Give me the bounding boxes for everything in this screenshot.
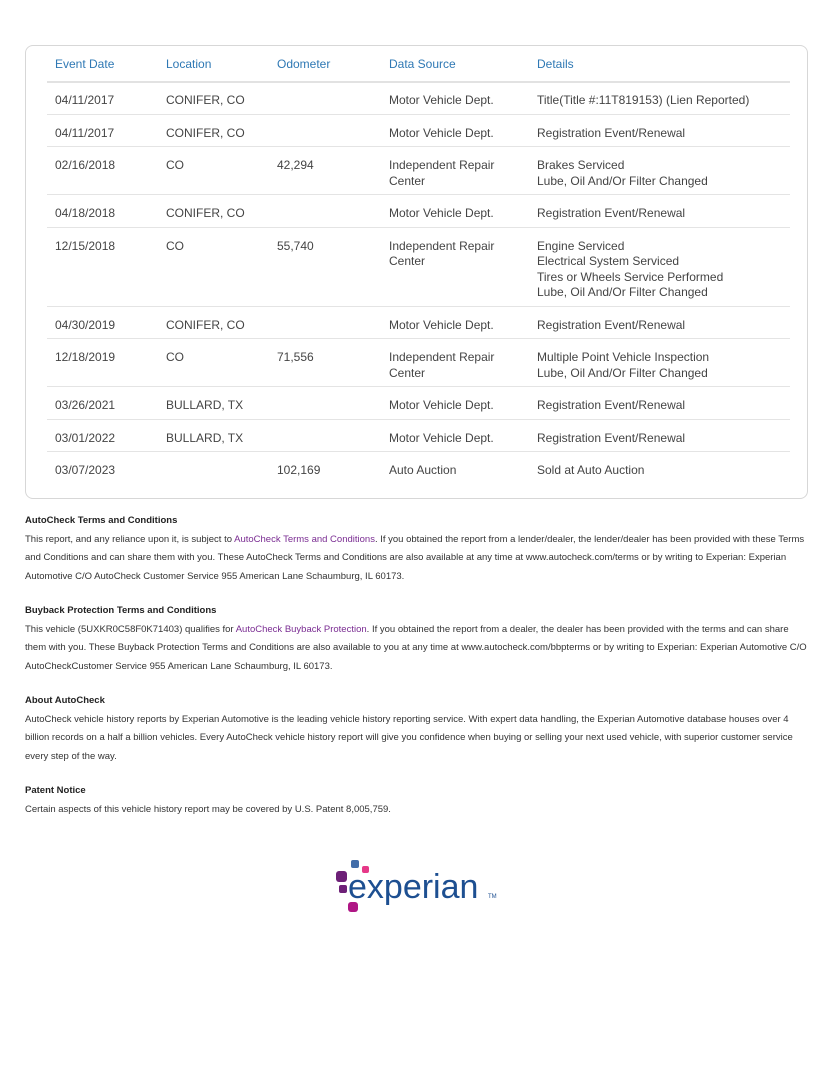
event-date-cell: 02/16/2018 xyxy=(55,158,116,172)
data-source-cell: Independent Repair Center xyxy=(389,238,495,268)
logo-trademark: TM xyxy=(488,894,497,900)
table-header xyxy=(47,46,790,83)
detail-line: Registration Event/Renewal xyxy=(537,430,686,445)
detail-line: Engine Serviced xyxy=(537,238,625,253)
data-source-cell: Motor Vehicle Dept. xyxy=(389,398,494,412)
detail-line: Registration Event/Renewal xyxy=(537,398,686,412)
odometer-cell: 42,294 xyxy=(277,158,314,172)
data-source-cell: Auto Auction xyxy=(389,463,457,477)
location-cell: CO xyxy=(166,158,184,172)
buyback-section xyxy=(25,602,810,676)
detail-line: Title(Title #:11T819153) (Lien Reported) xyxy=(537,93,750,107)
location-cell: CO xyxy=(166,350,184,364)
terms-link[interactable]: AutoCheck Terms and Conditions xyxy=(234,533,375,545)
header-data-source: Data Source xyxy=(389,57,456,71)
event-date-cell: 04/18/2018 xyxy=(55,206,116,220)
table-row xyxy=(47,339,790,387)
terms-section xyxy=(25,512,810,586)
header-odometer: Odometer xyxy=(277,57,331,71)
table-row xyxy=(47,228,790,307)
event-date-cell: 03/26/2021 xyxy=(55,398,116,412)
table-row xyxy=(47,82,790,115)
data-source-cell: Motor Vehicle Dept. xyxy=(389,125,494,140)
detail-line: Registration Event/Renewal xyxy=(537,317,686,332)
detail-line: Lube, Oil And/Or Filter Changed xyxy=(537,173,708,188)
logo-square-purple xyxy=(336,871,347,882)
location-cell: CONIFER, CO xyxy=(166,206,245,220)
details-cell xyxy=(537,206,792,222)
location-cell: CONIFER, CO xyxy=(166,317,245,332)
details-cell xyxy=(537,463,792,479)
terms-text-post: . If you obtained the report from a lender/dealer, the lender/dealer has been provided with these Terms and Conditions and can share them with you. These AutoCheck Terms and Conditions are also available at any time at www.autocheck.com/terms or by writing to Experian: Experian Automotive C/O AutoCheck Customer Service 955 American Lane Schaumburg, IL 60173. xyxy=(25,533,805,582)
data-source-cell: Independent Repair Center xyxy=(389,350,495,380)
event-date-cell: 04/11/2017 xyxy=(55,93,115,107)
detail-line: Tires or Wheels Service Performed xyxy=(537,269,724,284)
table-row xyxy=(47,387,790,420)
logo-square-blue xyxy=(351,860,359,868)
location-cell: CONIFER, CO xyxy=(166,93,245,107)
odometer-cell: 102,169 xyxy=(277,463,321,477)
table-row xyxy=(47,147,790,195)
about-section xyxy=(25,692,810,766)
event-date-cell: 03/01/2022 xyxy=(55,430,116,445)
event-date-cell: 12/18/2019 xyxy=(55,350,116,364)
location-cell: CONIFER, CO xyxy=(166,125,245,140)
about-title: About AutoCheck xyxy=(25,695,105,706)
header-event-date: Event Date xyxy=(55,57,115,71)
header-location: Location xyxy=(166,57,212,71)
data-source-cell: Motor Vehicle Dept. xyxy=(389,317,494,332)
details-cell xyxy=(537,239,792,301)
detail-line: Sold at Auto Auction xyxy=(537,463,645,477)
detail-line: Lube, Oil And/Or Filter Changed xyxy=(537,285,708,299)
odometer-cell: 71,556 xyxy=(277,350,314,364)
table-row xyxy=(47,420,790,453)
table-row xyxy=(47,195,790,228)
details-cell xyxy=(537,431,792,447)
event-date-cell: 12/15/2018 xyxy=(55,238,116,253)
logo-square-purple-small xyxy=(339,885,347,893)
terms-title: AutoCheck Terms and Conditions xyxy=(25,515,178,526)
details-cell xyxy=(537,126,792,142)
data-source-cell: Motor Vehicle Dept. xyxy=(389,206,494,220)
detail-line: Registration Event/Renewal xyxy=(537,125,686,140)
buyback-text-pre: This vehicle (5UXKR0C58F0K71403) qualifies for xyxy=(25,623,236,635)
details-cell xyxy=(537,398,792,414)
buyback-link[interactable]: AutoCheck Buyback Protection xyxy=(235,623,367,635)
odometer-cell: 55,740 xyxy=(277,238,314,253)
table-row xyxy=(47,452,790,485)
detail-line: Registration Event/Renewal xyxy=(537,206,686,220)
patent-section xyxy=(25,782,810,819)
experian-logo xyxy=(334,858,504,918)
table-row xyxy=(47,307,790,340)
detail-line: Brakes Serviced xyxy=(537,158,625,172)
location-cell: CO xyxy=(166,238,184,253)
buyback-title: Buyback Protection Terms and Conditions xyxy=(25,605,217,616)
detail-line: Lube, Oil And/Or Filter Changed xyxy=(537,365,708,380)
about-text: AutoCheck vehicle history reports by Experian Automotive is the leading vehicle history reporting service. With expert data handling, the Experian Automotive database houses over 4 billion records on a half a billion vehicles. Every AutoCheck vehicle history report will give you confidence when buying or selling your next used vehicle, with superior customer service every step of the way. xyxy=(25,713,793,762)
terms-text-pre: This report, and any reliance upon it, is subject to xyxy=(25,533,235,545)
patent-title: Patent Notice xyxy=(25,785,86,796)
event-date-cell: 04/30/2019 xyxy=(55,317,116,332)
patent-text: Certain aspects of this vehicle history report may be covered by U.S. Patent 8,005,759. xyxy=(25,803,391,815)
details-cell xyxy=(537,158,792,189)
buyback-text-post: . If you obtained the report from a dealer, the dealer has been provided with the terms and can share them with you. These Buyback Protection Terms and Conditions are also available to you at any time at www.autocheck.com/bbpterms or by writing to Experian: Experian Automotive C/O AutoCheckCustomer Service 955 American Lane Schaumburg, IL 60173. xyxy=(25,623,807,672)
header-details: Details xyxy=(537,57,574,71)
vehicle-history-table xyxy=(25,45,808,499)
logo-wordmark: experian xyxy=(348,868,479,906)
data-source-cell: Independent Repair Center xyxy=(389,158,495,188)
data-source-cell: Motor Vehicle Dept. xyxy=(389,93,494,107)
details-cell xyxy=(537,93,792,109)
event-date-cell: 04/11/2017 xyxy=(55,125,115,140)
table-row xyxy=(47,115,790,148)
data-source-cell: Motor Vehicle Dept. xyxy=(389,430,494,445)
detail-line: Multiple Point Vehicle Inspection xyxy=(537,350,710,364)
details-cell xyxy=(537,318,792,334)
event-date-cell: 03/07/2023 xyxy=(55,463,116,477)
location-cell: BULLARD, TX xyxy=(166,430,244,445)
location-cell: BULLARD, TX xyxy=(166,398,244,412)
details-cell xyxy=(537,350,792,381)
detail-line: Electrical System Serviced xyxy=(537,254,680,268)
